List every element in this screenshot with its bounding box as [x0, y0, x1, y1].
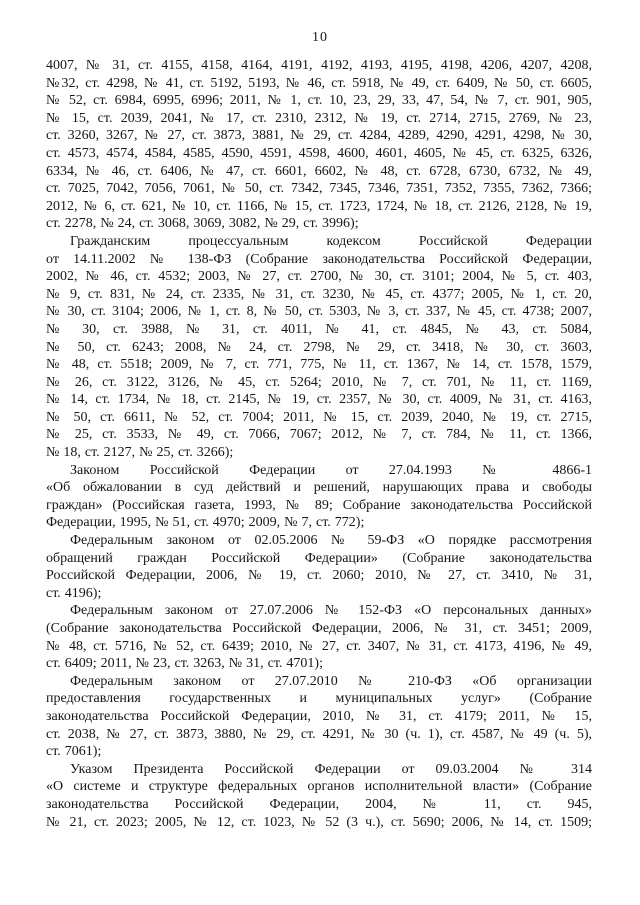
text-line: ст. 2038, № 27, ст. 3873, 3880, № 29, ст. 4291, № 30 (ч. 1), ст. 4587, № 49 (ч. 5),: [46, 726, 592, 742]
text-line: № 14, ст. 1734, № 18, ст. 2145, № 19, ст. 2357, № 30, ст. 4009, № 31, ст. 4163,: [46, 392, 592, 408]
text-line: граждан» (Российская газета, 1993, № 89; Собрание законодательства Российской: [46, 497, 592, 513]
paragraph: [46, 462, 592, 532]
text-line: (Собрание законодательства Российской Федерации, 2006, № 31, ст. 3451; 2009,: [46, 621, 592, 636]
text-line: № 48, ст. 5716, № 52, ст. 6439; 2010, № 27, ст. 3407, № 31, ст. 4173, 4196, № 49,: [46, 638, 592, 654]
paragraph: [46, 602, 592, 672]
text-line: № 30, ст. 3988, № 31, ст. 4011, № 41, ст. 4845, № 43, ст. 5084,: [46, 321, 592, 337]
text-line: обращений граждан Российской Федерации» (Собрание законодательства: [46, 550, 592, 566]
text-line: от 14.11.2002 № 138-ФЗ (Собрание законодательства Российской Федерации,: [46, 251, 592, 267]
text-line: № 26, ст. 3122, 3126, № 45, ст. 5264; 2010, № 7, ст. 701, № 11, ст. 1169,: [46, 374, 592, 390]
paragraph: [46, 57, 592, 233]
text-line: № 15, ст. 2039, 2041, № 17, ст. 2310, 2312, № 19, ст. 2714, 2715, 2769, № 23,: [46, 110, 592, 126]
text-line: законодательства Российской Федерации, 2004, № 11, ст. 945,: [46, 796, 592, 812]
paragraph: [46, 673, 592, 761]
text-line: Законом Российской Федерации от 27.04.1993 № 4866-1: [70, 462, 592, 478]
text-line: № 25, ст. 3533, № 49, ст. 7066, 7067; 2012, № 7, ст. 784, № 11, ст. 1366,: [46, 427, 592, 443]
text-line: № 30, ст. 3104; 2006, № 1, ст. 8, № 50, ст. 5303, № 3, ст. 337, № 45, ст. 4738; 2007,: [46, 304, 592, 320]
text-line: № 21, ст. 2023; 2005, № 12, ст. 1023, № 52 (3 ч.), ст. 5690; 2006, № 14, ст. 1509;: [46, 814, 592, 830]
text-line: №32, ст. 4298, № 41, ст. 5192, 5193, № 46, ст. 5918, № 49, ст. 6409, № 50, ст. 6605,: [46, 75, 592, 91]
text-line: 2002, № 46, ст. 4532; 2003, № 27, ст. 2700, № 30, ст. 3101; 2004, № 5, ст. 403,: [46, 269, 592, 285]
text-line: «Об обжаловании в суд действий и решений, нарушающих права и свободы: [46, 480, 592, 496]
text-line: ст. 6409; 2011, № 23, ст. 3263, № 31, ст. 4701);: [46, 656, 323, 672]
paragraph: [46, 532, 592, 602]
text-line: Федеральным законом от 27.07.2006 № 152-ФЗ «О персональных данных»: [70, 603, 592, 619]
text-line: 4007, № 31, ст. 4155, 4158, 4164, 4191, 4192, 4193, 4195, 4198, 4206, 4207, 4208,: [46, 58, 592, 73]
text-line: Федерации, 1995, № 51, ст. 4970; 2009, № 7, ст. 772);: [46, 515, 365, 531]
paragraph: [46, 233, 592, 462]
text-line: Гражданским процессуальным кодексом Российской Федерации: [70, 233, 592, 249]
page-number: 10: [312, 30, 328, 45]
text-line: 2012, № 6, ст. 621, № 10, ст. 1166, № 15, ст. 1723, 1724, № 18, ст. 2126, 2128, № 19,: [46, 198, 592, 214]
text-line: ст. 4573, 4574, 4584, 4585, 4590, 4591, 4598, 4600, 4601, 4605, № 45, ст. 6325, 6326,: [46, 145, 592, 161]
text-line: Федеральным законом от 27.07.2010 № 210-ФЗ «Об организации: [70, 673, 592, 689]
text-line: ст. 4196);: [46, 585, 102, 601]
text-line: № 9, ст. 831, № 24, ст. 2335, № 31, ст. 3230, № 45, ст. 4377; 2005, № 1, ст. 20,: [46, 286, 592, 302]
paragraph: [46, 761, 592, 831]
text-line: № 48, ст. 5518; 2009, № 7, ст. 771, 775, № 11, ст. 1367, № 14, ст. 1578, 1579,: [46, 357, 592, 373]
text-line: Указом Президента Российской Федерации от 09.03.2004 № 314: [70, 761, 592, 777]
text-line: 6334, № 46, ст. 6406, № 47, ст. 6601, 6602, № 48, ст. 6728, 6730, 6732, № 49,: [46, 163, 592, 179]
text-line: «О системе и структуре федеральных органов исполнительной власти» (Собрание: [46, 779, 592, 795]
text-line: предоставления государственных и муниципальных услуг» (Собрание: [46, 691, 592, 707]
text-line: ст. 2278, № 24, ст. 3068, 3069, 3082, № 29, ст. 3996);: [46, 216, 359, 232]
text-line: ст. 7025, 7042, 7056, 7061, № 50, ст. 7342, 7345, 7346, 7351, 7352, 7355, 7362, 7366;: [46, 181, 592, 197]
text-line: № 18, ст. 2127, № 25, ст. 3266);: [46, 445, 234, 461]
text-line: законодательства Российской Федерации, 2010, № 31, ст. 4179; 2011, № 15,: [46, 708, 592, 724]
text-line: ст. 7061);: [46, 744, 102, 760]
document-body: [0, 57, 640, 831]
text-line: № 50, ст. 6243; 2008, № 24, ст. 2798, № 29, ст. 3418, № 30, ст. 3603,: [46, 339, 592, 355]
text-line: № 52, ст. 6984, 6995, 6996; 2011, № 1, ст. 10, 23, 29, 33, 47, 54, № 7, ст. 901, 905,: [46, 93, 592, 109]
text-line: № 50, ст. 6611, № 52, ст. 7004; 2011, № 15, ст. 2039, 2040, № 19, ст. 2715,: [46, 409, 592, 425]
text-line: Российской Федерации, 2006, № 19, ст. 2060; 2010, № 27, ст. 3410, № 31,: [46, 568, 592, 584]
text-line: ст. 3260, 3267, № 27, ст. 3873, 3881, № 29, ст. 4284, 4289, 4290, 4291, 4298, № 30,: [46, 128, 592, 144]
text-line: Федеральным законом от 02.05.2006 № 59-ФЗ «О порядке рассмотрения: [70, 533, 592, 549]
